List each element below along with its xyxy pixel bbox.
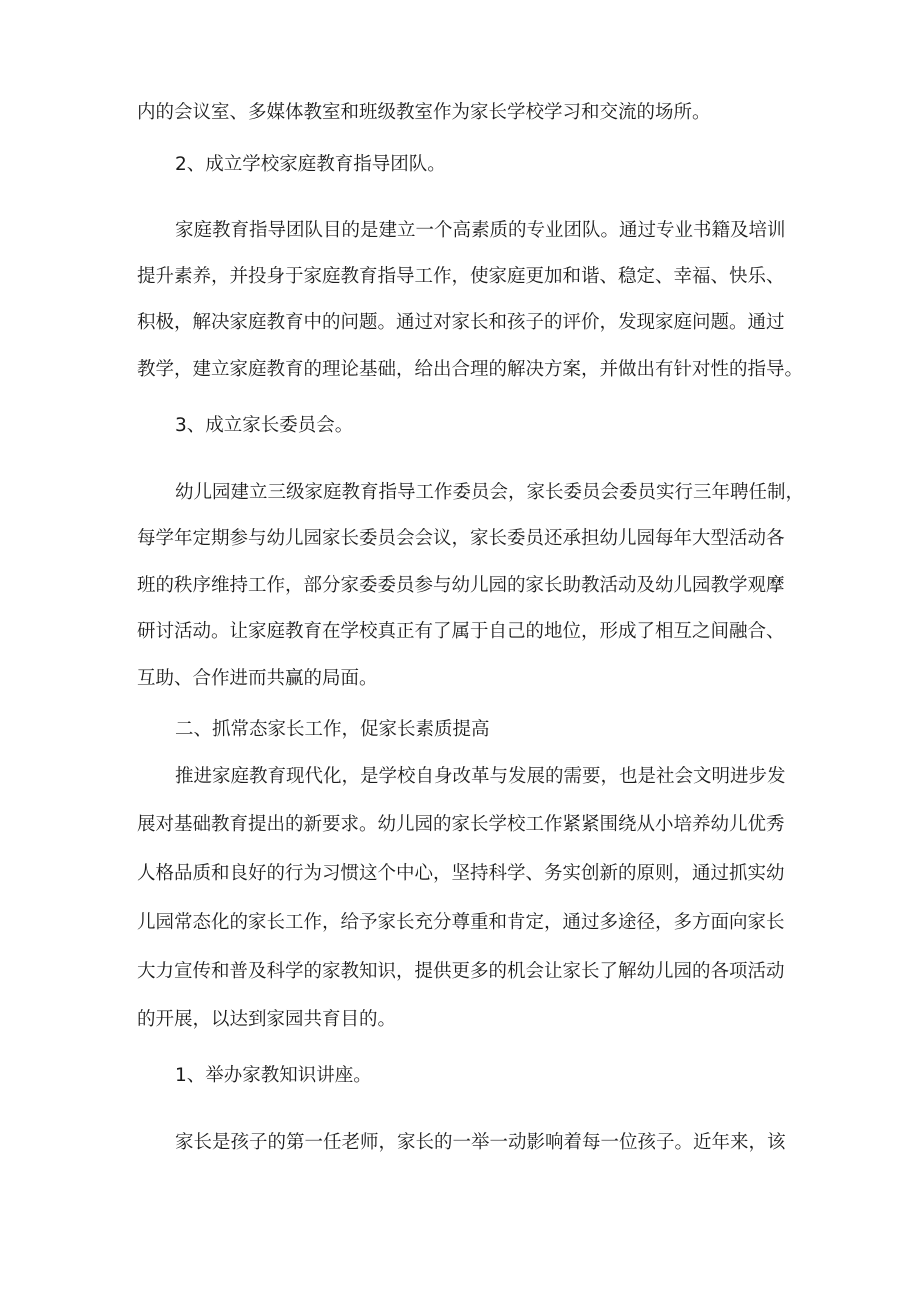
paragraph-line: 大力宣传和普及科学的家教知识，提供更多的机会让家长了解幼儿园的各项活动 bbox=[137, 961, 785, 982]
paragraph-line: 展对基础教育提出的新要求。幼儿园的家长学校工作紧紧围绕从小培养幼儿优秀 bbox=[137, 814, 785, 835]
section-heading: 3、成立家长委员会。 bbox=[175, 415, 354, 436]
paragraph-line: 提升素养，并投身于家庭教育指导工作，使家庭更加和谐、稳定、幸福、快乐、 bbox=[137, 266, 785, 287]
paragraph-line: 教学，建立家庭教育的理论基础，给出合理的解决方案，并做出有针对性的指导。 bbox=[137, 359, 804, 380]
paragraph-line: 家长是孩子的第一任老师，家长的一举一动影响着每一位孩子。近年来，该 bbox=[175, 1132, 786, 1153]
paragraph-line: 推进家庭教育现代化，是学校自身改革与发展的需要，也是社会文明进步发 bbox=[175, 766, 786, 787]
section-heading: 二、抓常态家长工作，促家长素质提高 bbox=[175, 719, 490, 740]
paragraph-line: 人格品质和良好的行为习惯这个中心，坚持科学、务实创新的原则，通过抓实幼 bbox=[137, 863, 785, 884]
paragraph-line: 的开展，以达到家园共育目的。 bbox=[137, 1009, 397, 1030]
paragraph-line: 班的秩序维持工作，部分家委委员参与幼儿园的家长助教活动及幼儿园教学观摩 bbox=[137, 575, 785, 596]
paragraph-line: 每学年定期参与幼儿园家长委员会会议，家长委员还承担幼儿园每年大型活动各 bbox=[137, 528, 785, 549]
section-heading: 2、成立学校家庭教育指导团队。 bbox=[175, 154, 446, 175]
paragraph-line: 研讨活动。让家庭教育在学校真正有了属于自己的地位，形成了相互之间融合、 bbox=[137, 621, 785, 642]
paragraph-line: 幼儿园建立三级家庭教育指导工作委员会，家长委员会委员实行三年聘任制， bbox=[175, 482, 805, 503]
paragraph-line: 积极，解决家庭教育中的问题。通过对家长和孩子的评价，发现家庭问题。通过 bbox=[137, 312, 785, 333]
paragraph-line: 内的会议室、多媒体教室和班级教室作为家长学校学习和交流的场所。 bbox=[137, 102, 711, 123]
paragraph-line: 互助、合作进而共赢的局面。 bbox=[137, 668, 378, 689]
paragraph-line: 儿园常态化的家长工作，给予家长充分尊重和肯定，通过多途径，多方面向家长 bbox=[137, 912, 785, 933]
section-heading: 1、举办家教知识讲座。 bbox=[175, 1065, 372, 1086]
paragraph-line: 家庭教育指导团队目的是建立一个高素质的专业团队。通过专业书籍及培训 bbox=[175, 220, 786, 241]
